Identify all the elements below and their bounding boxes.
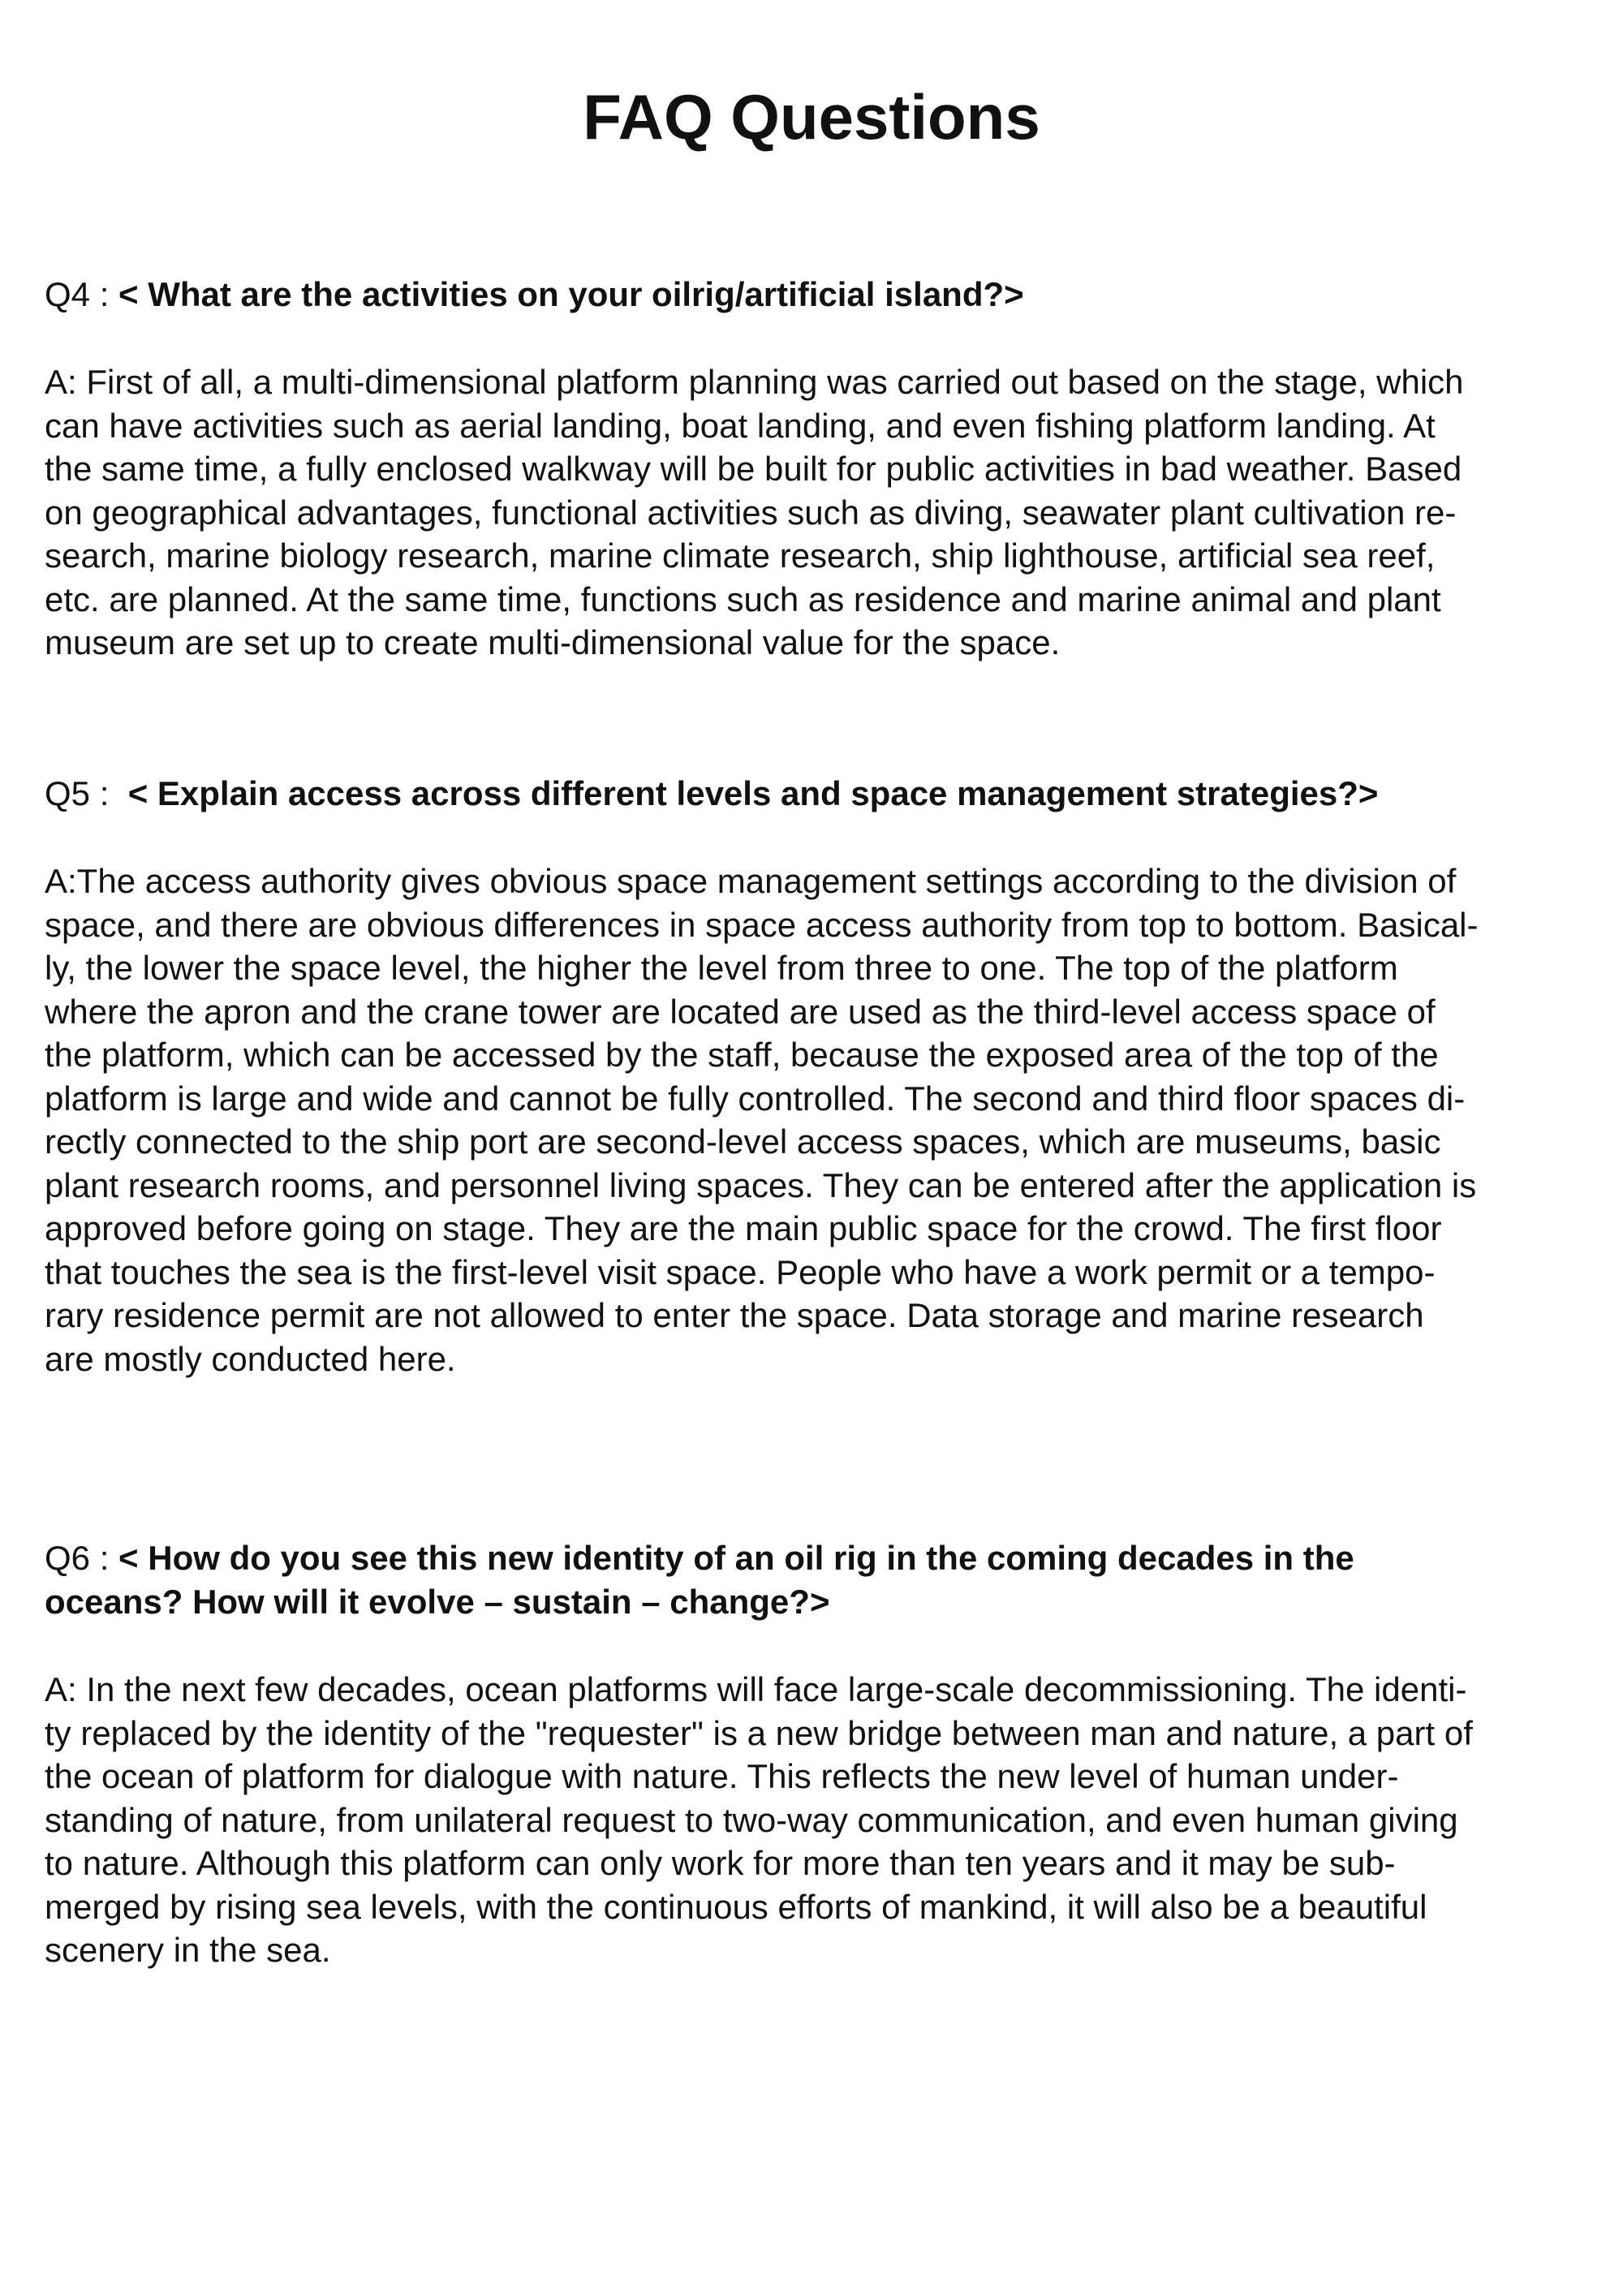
answer-line: are mostly conducted here. [45, 1339, 456, 1378]
question-text: < Explain access across different levels and space management strategies?> [127, 774, 1379, 812]
answer-line: A:The access authority gives obvious space management settings according to the division of [45, 862, 1457, 900]
answer-line: platform is large and wide and cannot be fully controlled. The second and third floor spaces di- [45, 1079, 1466, 1118]
answer-line: can have activities such as aerial landing, boat landing, and even fishing platform landing. At [45, 406, 1436, 445]
answer-line: A: First of all, a multi-dimensional platform planning was carried out based on the stage, which [45, 363, 1464, 401]
question-number: Q4 : [45, 275, 119, 313]
answer-line: plant research rooms, and personnel living spaces. They can be entered after the application is [45, 1165, 1477, 1204]
answer-line: space, and there are obvious differences in space access authority from top to bottom. Basical- [45, 905, 1479, 944]
answer-line: the same time, a fully enclosed walkway will be built for public activities in bad weather. Based [45, 450, 1462, 488]
answer-line: where the apron and the crane tower are located are used as the third-level access space of [45, 992, 1436, 1031]
answer-line: standing of nature, from unilateral request to two-way communication, and even human giving [45, 1800, 1458, 1839]
answer-line: ly, the lower the space level, the higher the level from three to one. The top of the platform [45, 949, 1398, 987]
answer-line: on geographical advantages, functional activities such as diving, seawater plant cultivation re- [45, 493, 1457, 532]
answer-line: that touches the sea is the first-level visit space. People who have a work permit or a tempo- [45, 1252, 1436, 1291]
faq-answer [45, 1668, 1578, 1972]
answer-line: rary residence permit are not allowed to enter the space. Data storage and marine research [45, 1296, 1424, 1334]
answer-line: scenery in the sea. [45, 1931, 331, 1969]
faq-item-q6 [45, 1536, 1578, 1972]
answer-line: to nature. Although this platform can only work for more than ten years and it may be sub- [45, 1844, 1396, 1882]
answer-line: A: In the next few decades, ocean platforms will face large-scale decommissioning. The identi- [45, 1670, 1467, 1708]
answer-line: museum are set up to create multi-dimensional value for the space. [45, 623, 1061, 661]
faq-answer [45, 360, 1578, 665]
question-text-line-2: oceans? How will it evolve – sustain – change?> [45, 1583, 830, 1621]
answer-line: ty replaced by the identity of the "requester" is a new bridge between man and nature, a part of [45, 1713, 1473, 1752]
faq-item-q4 [45, 273, 1578, 665]
answer-line: rectly connected to the ship port are second-level access spaces, which are museums, basic [45, 1122, 1441, 1161]
question-number: Q5 : [45, 774, 128, 812]
page-title: FAQ Questions [583, 81, 1040, 153]
answer-line: etc. are planned. At the same time, functions such as residence and marine animal and plant [45, 579, 1441, 618]
question-text: < What are the activities on your oilrig/artificial island?> [118, 275, 1024, 313]
question-text: < How do you see this new identity of an oil rig in the coming decades in the [118, 1539, 1354, 1577]
faq-question [45, 1536, 1578, 1624]
question-number: Q6 : [45, 1539, 119, 1577]
faq-question [45, 273, 1578, 317]
answer-line: merged by rising sea levels, with the continuous efforts of mankind, it will also be a beautiful [45, 1887, 1427, 1926]
answer-line: the ocean of platform for dialogue with nature. This reflects the new level of human under- [45, 1757, 1399, 1795]
answer-line: the platform, which can be accessed by the staff, because the exposed area of the top of the [45, 1036, 1439, 1074]
answer-line: search, marine biology research, marine climate research, ship lighthouse, artificial sea reef, [45, 536, 1436, 575]
faq-question [45, 772, 1578, 816]
faq-item-q5 [45, 772, 1578, 1381]
faq-answer [45, 859, 1578, 1381]
answer-line: approved before going on stage. They are the main public space for the crowd. The first floor [45, 1209, 1442, 1247]
